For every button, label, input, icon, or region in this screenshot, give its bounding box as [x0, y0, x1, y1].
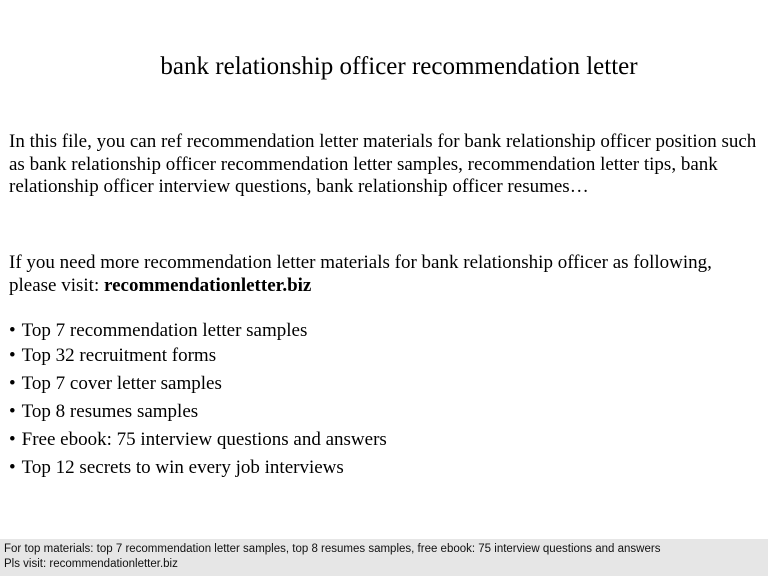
list-item-label: Top 7 cover letter samples — [21, 373, 222, 394]
intro-paragraph: In this file, you can ref recommendation letter materials for bank relationship officer position such as bank relationship officer recommendation letter samples, recommendation letter tips, bank relationship officer interview questions, bank relationship officer resumes… — [9, 131, 757, 197]
list-item-label: Top 12 secrets to win every job interviews — [21, 457, 344, 478]
list-item — [9, 457, 344, 479]
bullet-icon: • — [9, 429, 16, 450]
list-item-label: Top 8 resumes samples — [21, 401, 199, 422]
bullet-icon: • — [9, 320, 16, 341]
list-item — [9, 345, 216, 367]
visit-paragraph — [9, 252, 759, 297]
footer-line-visit: Pls visit: recommendationletter.biz — [4, 558, 178, 570]
list-item-label: Free ebook: 75 interview questions and answers — [21, 429, 387, 450]
footer-line-materials: For top materials: top 7 recommendation letter samples, top 8 resumes samples, free ebook: 75 interview questions and answers — [4, 543, 661, 555]
bullet-icon: • — [9, 401, 16, 422]
footer-bar — [0, 539, 768, 576]
bullet-icon: • — [9, 373, 16, 394]
slide-title: bank relationship officer recommendation letter — [160, 53, 638, 80]
list-item — [9, 320, 307, 342]
list-item — [9, 401, 198, 423]
list-item-label: Top 32 recruitment forms — [21, 345, 217, 366]
visit-text: If you need more recommendation letter materials for bank relationship officer as following, please visit: — [9, 252, 712, 296]
list-item — [9, 373, 222, 395]
bullet-icon: • — [9, 457, 16, 478]
bullet-icon: • — [9, 345, 16, 366]
list-item — [9, 429, 387, 451]
website-link[interactable]: recommendationletter.biz — [103, 274, 312, 296]
list-item-label: Top 7 recommendation letter samples — [21, 320, 308, 341]
